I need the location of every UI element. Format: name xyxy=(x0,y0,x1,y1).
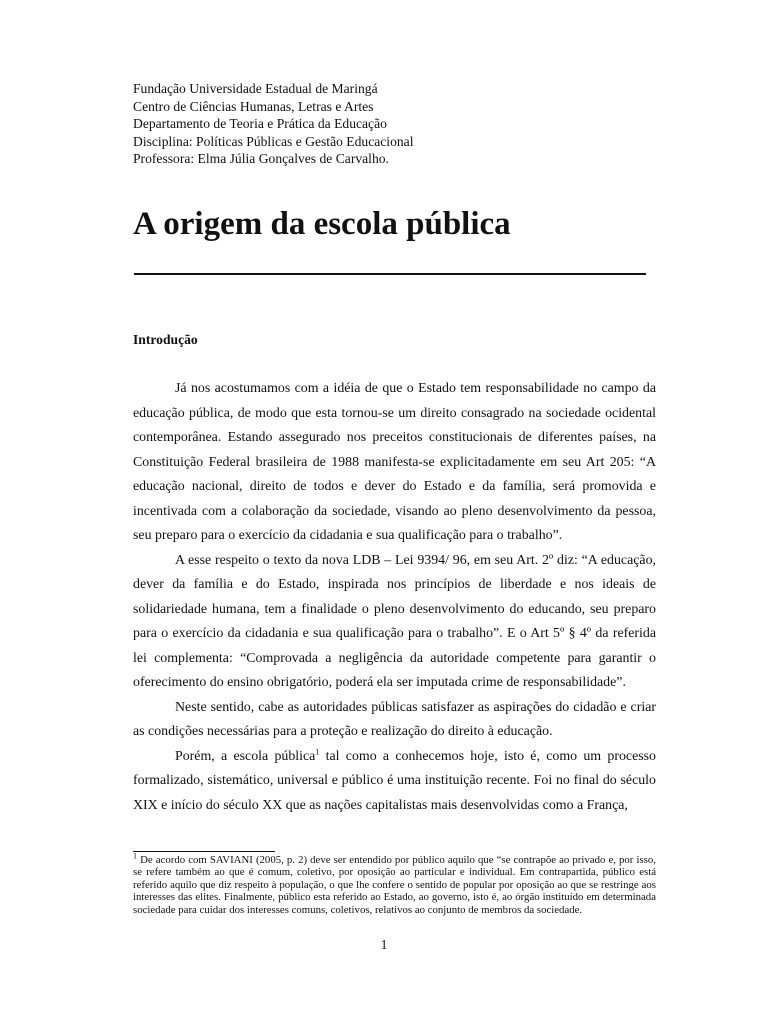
paragraph-4 xyxy=(133,745,656,819)
center-line: Centro de Ciências Humanas, Letras e Artes xyxy=(133,98,374,114)
paragraph-4-start: Porém, a escola pública xyxy=(175,748,316,764)
discipline-line: Disciplina: Políticas Públicas e Gestão Educacional xyxy=(133,133,414,149)
body-text xyxy=(133,377,656,818)
paragraph-4-rest: tal como a conhecemos hoje, isto é, como um processo formalizado, sistemático, universal e público é uma instituição recente. Foi no final do século XIX e início do século XX que as nações capitalistas mais desenvolvidas como a França, xyxy=(133,748,656,813)
professor-line: Professora: Elma Júlia Gonçalves de Carvalho. xyxy=(133,151,389,166)
section-heading: Introdução xyxy=(133,332,198,347)
paragraph-2: A esse respeito o texto da nova LDB – Lei 9394/ 96, em seu Art. 2º diz: “A educação, dever da família e do Estado, inspirada nos princípios de liberdade e nos ideais de solidariedade humana, tem a finalidade o pleno desenvolvimento do educando, seu preparo para o exercício da cidadania e sua qualificação para o trabalho”. E o Art 5º § 4º da referida lei complementa: “Comprovada a negligência da autoridade competente para garantir o oferecimento do ensino obrigatório, poderá ela ser imputada crime de responsabilidade”. xyxy=(133,552,656,690)
page-number: 1 xyxy=(380,937,388,952)
footnote-reference[interactable]: 1 xyxy=(315,746,320,756)
paragraph-3: Neste sentido, cabe as autoridades públicas satisfazer as aspirações do cidadão e criar as condições necessárias para a proteção e realização do direito à educação. xyxy=(133,699,656,739)
footnote-number: 1 xyxy=(133,851,137,861)
title-underline xyxy=(134,273,646,275)
document-header xyxy=(133,80,414,168)
footnote-text: De acordo com SAVIANI (2005, p. 2) deve ser entendido por público aquilo que “se contrapõe ao privado e, por isso, se refere também ao que é comum, coletivo, por oposição ao particular e individual. Em contrapartida, público está referido aquilo que diz respeito à população, o que lhe confere o sentido de popular por oposição ao que se restringe aos interesses das elites. Finalmente, público esta referido ao Estado, ao governo, isto é, ao órgão instituído em determinada sociedade para cuidar dos interesses comuns, coletivos, relativos ao conjunto de membros da sociedade. xyxy=(133,854,656,916)
footnote xyxy=(133,851,656,916)
document-title: A origem da escola pública xyxy=(133,206,511,242)
institution-line: Fundação Universidade Estadual de Maringá xyxy=(133,81,378,96)
department-line: Departamento de Teoria e Prática da Educação xyxy=(133,116,387,131)
footnote-divider xyxy=(133,851,275,852)
paragraph-1: Já nos acostumamos com a idéia de que o Estado tem responsabilidade no campo da educação pública, de modo que esta tornou-se um direito consagrado na sociedade ocidental contemporânea. Estando assegurado nos preceitos constitucionais de diferentes países, na Constituição Federal brasileira de 1988 manifesta-se explicitadamente em seu Art 205: “A educação nacional, direito de todos e dever do Estado e da família, será promovida e incentivada com a colaboração da sociedade, visando ao pleno desenvolvimento da pessoa, seu preparo para o exercício da cidadania e sua qualificação para o trabalho”. xyxy=(133,381,656,543)
